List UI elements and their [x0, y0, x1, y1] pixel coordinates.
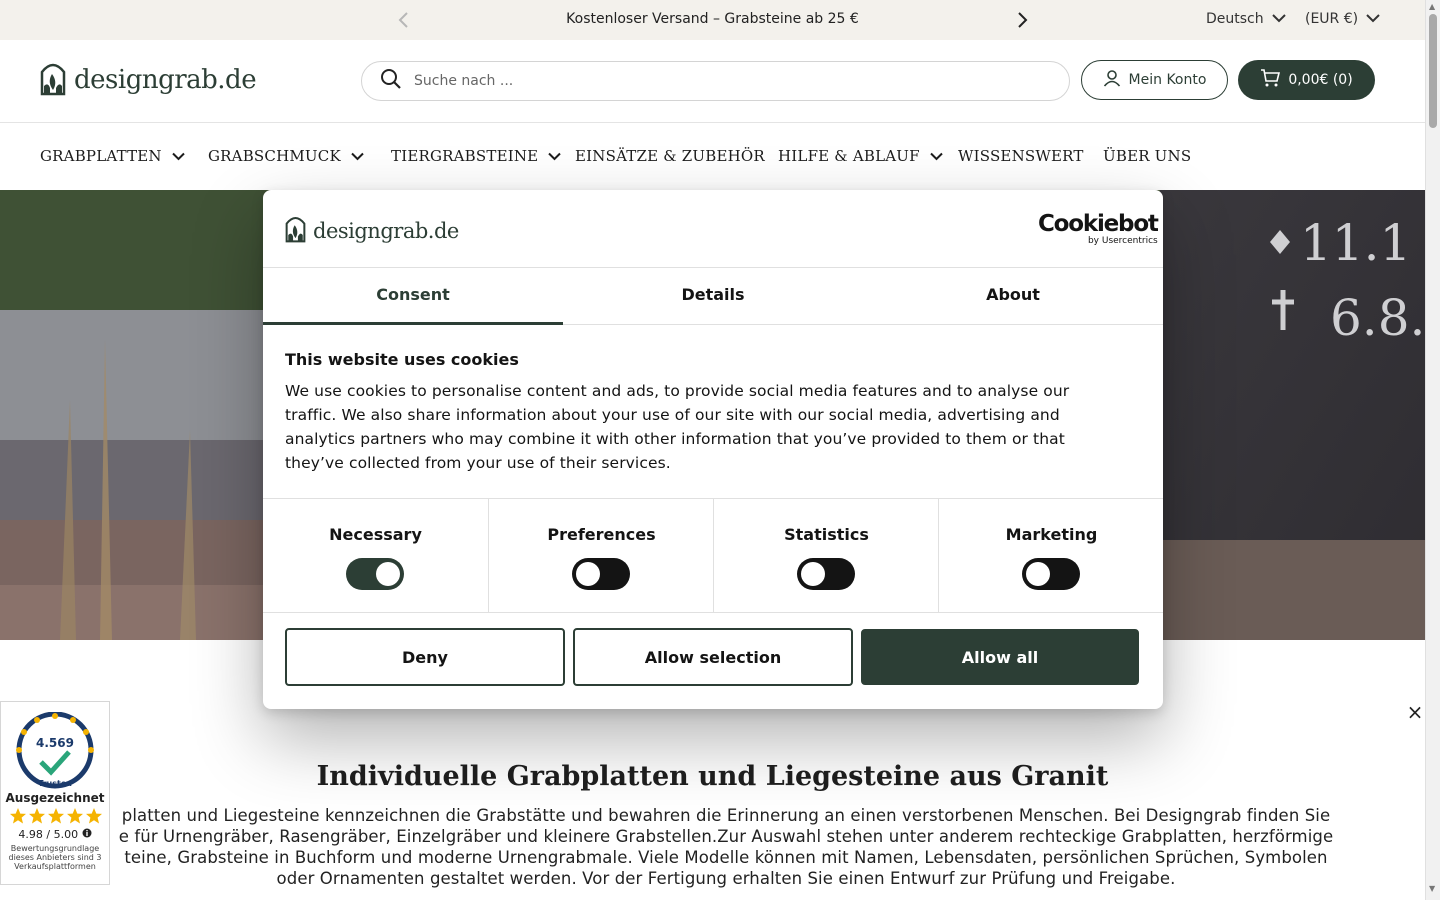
- necessary-toggle[interactable]: [346, 558, 404, 590]
- user-icon: [1103, 69, 1121, 91]
- chevron-down-icon: [930, 147, 943, 165]
- logo-icon: [285, 214, 306, 247]
- currency-selector[interactable]: [1305, 11, 1380, 27]
- deny-button[interactable]: Deny: [285, 628, 565, 686]
- cookie-consent-dialog: [263, 190, 1163, 709]
- allow-selection-button[interactable]: Allow selection: [573, 628, 853, 686]
- main-nav: [0, 123, 1425, 190]
- trust-basis: Bewertungsgrundlage dieses Anbieters sind 3 Verkaufsplattformen: [8, 844, 102, 871]
- cookie-tabs: [263, 268, 1163, 325]
- toggle-cell-marketing: [938, 499, 1163, 613]
- currency-label: (EUR €): [1305, 11, 1359, 27]
- nav-item-grabplatten[interactable]: [40, 147, 185, 165]
- toggle-label: Preferences: [547, 525, 656, 544]
- search-icon[interactable]: [380, 68, 402, 94]
- intro-line: teine, Grabsteine in Buchform und moderne Urnengrabmale. Viele Modelle können mit Namen, Lebensdaten, persönlichen Sprüchen, Symbolen: [124, 848, 1328, 867]
- cart-label: 0,00€ (0): [1288, 72, 1353, 88]
- cart-button[interactable]: [1238, 60, 1375, 100]
- toggle-label: Marketing: [1005, 525, 1098, 544]
- info-icon[interactable]: [82, 828, 92, 841]
- language-label: Deutsch: [1206, 11, 1264, 27]
- intro-line: e für Urnengräber, Rasengräber, Einzelgräber und kleinere Grabstellen.Zur Auswahl stehen unter anderem rechteckige Grabplatten, herzförmige: [118, 827, 1334, 846]
- trust-label: Ausgezeichnet: [5, 791, 105, 805]
- allow-all-button[interactable]: Allow all: [861, 629, 1139, 685]
- preferences-toggle[interactable]: [572, 558, 630, 590]
- trust-review-count: 4.569: [36, 736, 74, 750]
- nav-label: WISSENSWERT: [958, 147, 1084, 165]
- toggle-cell-preferences: [488, 499, 713, 613]
- tab-consent[interactable]: Consent: [263, 268, 563, 325]
- trust-brand: Trusted: [38, 779, 72, 788]
- chevron-left-icon[interactable]: [392, 8, 416, 32]
- nav-label: TIERGRABSTEINE: [391, 147, 539, 165]
- announcement-message: Kostenloser Versand – Grabsteine ab 25 €: [566, 11, 859, 27]
- cookie-dialog-header: [263, 190, 1163, 268]
- chevron-down-icon: [548, 147, 561, 165]
- tab-about[interactable]: About: [986, 285, 1040, 304]
- cookie-dialog-logo: [285, 214, 459, 247]
- nav-label: GRABSCHMUCK: [208, 147, 341, 165]
- intro-text: [56, 805, 1396, 889]
- cookie-description: We use cookies to personalise content and ads, to provide social media features and to analyse our traffic. We also share information about your use of our site with our social media, advertising and analytics partners who may combine it with other information that you’ve provided to them or that they’ve collected from your use of their services.: [285, 382, 1070, 472]
- trust-score: [1, 828, 109, 841]
- cookie-heading: This website uses cookies: [285, 350, 519, 369]
- toggle-knob: [576, 562, 600, 586]
- cookie-category-toggles: [263, 498, 1163, 613]
- chevron-down-icon: [351, 147, 364, 165]
- nav-item-grabschmuck[interactable]: [208, 147, 364, 165]
- toggle-cell-necessary: [263, 499, 488, 613]
- scroll-up-icon[interactable]: ▲: [1429, 2, 1436, 11]
- cart-icon: [1260, 69, 1280, 91]
- trust-badge[interactable]: [0, 701, 110, 885]
- cookiebot-logo[interactable]: [1038, 212, 1158, 247]
- logo-icon: [40, 60, 66, 100]
- tab-details[interactable]: Details: [681, 285, 745, 304]
- nav-item-tiergrabsteine[interactable]: [391, 147, 561, 165]
- toggle-cell-statistics: [713, 499, 938, 613]
- nav-item-hilfe-ablauf[interactable]: [778, 147, 943, 165]
- search-bar[interactable]: [361, 61, 1070, 101]
- star-icon: [10, 808, 102, 824]
- engraving-date-1: 11.1: [1300, 214, 1412, 272]
- page-scrollbar[interactable]: [1425, 0, 1440, 900]
- nav-item-einsaetze-zubehoer[interactable]: [575, 147, 765, 165]
- site-header: [0, 40, 1425, 123]
- site-logo[interactable]: [40, 60, 256, 100]
- logo-text: designgrab.de: [74, 65, 257, 95]
- chevron-down-icon: [1272, 11, 1286, 27]
- chevron-right-icon[interactable]: [1010, 8, 1034, 32]
- nav-label: HILFE & ABLAUF: [778, 147, 920, 165]
- nav-label: ÜBER UNS: [1103, 147, 1192, 165]
- trust-score-value: 4.98 / 5.00: [18, 828, 79, 841]
- nav-label: GRABPLATTEN: [40, 147, 162, 165]
- engraving-date-2: 6.8.: [1330, 289, 1425, 347]
- toggle-knob: [376, 562, 400, 586]
- account-button[interactable]: [1081, 60, 1228, 100]
- nav-item-ueber-uns[interactable]: [1103, 147, 1191, 165]
- cookie-consent-text: [285, 350, 1105, 475]
- intro-line: oder Ornamenten gestaltet werden. Vor der Fertigung erhalten Sie einen Entwurf zur Prüfung und Freigabe.: [276, 869, 1176, 888]
- scrollbar-thumb[interactable]: [1429, 14, 1437, 128]
- nav-label: EINSÄTZE & ZUBEHÖR: [575, 147, 765, 165]
- close-icon[interactable]: ×: [1406, 700, 1424, 724]
- toggle-label: Necessary: [329, 525, 422, 544]
- chevron-down-icon: [172, 147, 185, 165]
- search-input[interactable]: [414, 73, 1014, 89]
- trust-stars: [9, 807, 103, 829]
- scroll-down-icon[interactable]: ▼: [1429, 884, 1436, 893]
- language-selector[interactable]: [1206, 11, 1286, 27]
- cookiebot-sub: by Usercentrics: [1087, 236, 1158, 246]
- logo-text: designgrab.de: [313, 218, 459, 243]
- marketing-toggle[interactable]: [1022, 558, 1080, 590]
- trust-seal-icon: [15, 712, 95, 794]
- intro-line: platten und Liegesteine kennzeichnen die Grabstätte und bewahren die Erinnerung an einen verstorbenen Menschen. Bei Designgrab finden Sie: [121, 806, 1331, 825]
- toggle-label: Statistics: [784, 525, 869, 544]
- chevron-down-icon: [1366, 11, 1380, 27]
- cookiebot-name: Cookiebot: [1038, 211, 1158, 237]
- announcement-bar: [0, 0, 1425, 40]
- statistics-toggle[interactable]: [797, 558, 855, 590]
- toggle-knob: [801, 562, 825, 586]
- page-title: Individuelle Grabplatten und Liegesteine aus Granit: [316, 761, 1109, 792]
- toggle-knob: [1026, 562, 1050, 586]
- nav-item-wissenswert[interactable]: [958, 147, 1084, 165]
- account-label: Mein Konto: [1128, 72, 1207, 88]
